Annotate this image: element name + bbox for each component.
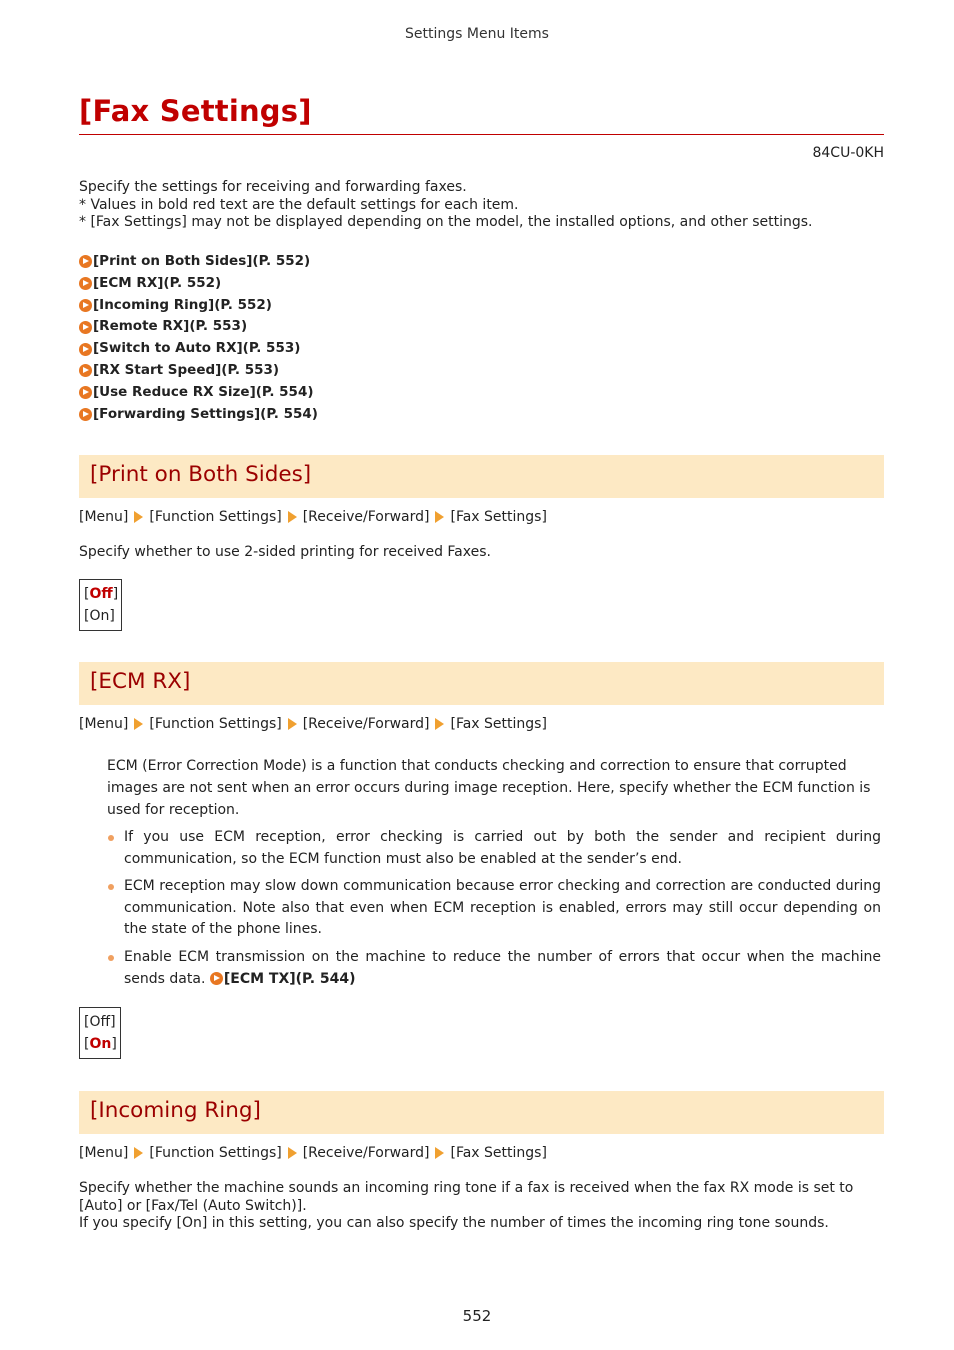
- path-item: [Menu]: [79, 716, 129, 732]
- list-item: [107, 876, 881, 941]
- section-header-incoming-ring: [79, 1091, 884, 1134]
- intro-note: * Values in bold red text are the default settings for each item.: [79, 196, 519, 213]
- section-header-ecm-rx: [79, 662, 884, 705]
- document-code: 84CU-0KH: [812, 145, 884, 161]
- triangle-right-icon: [134, 1147, 143, 1159]
- arrow-circle-icon: [79, 255, 92, 268]
- section-description: Specify whether to use 2-sided printing for received Faxes.: [79, 544, 491, 560]
- bullet-dot-icon: [108, 955, 114, 961]
- path-item: [Function Settings]: [149, 509, 282, 525]
- path-item: [Receive/Forward]: [302, 1145, 430, 1161]
- path-item: [Fax Settings]: [450, 1145, 547, 1161]
- path-item: [Menu]: [79, 1145, 129, 1161]
- triangle-right-icon: [435, 1147, 444, 1159]
- link-use-reduce-rx-size[interactable]: [79, 382, 318, 404]
- option-on: [On]: [84, 608, 115, 624]
- intro-note: * [Fax Settings] may not be displayed depending on the model, the installed options, and other settings.: [79, 214, 813, 230]
- bullet-text: If you use ECM reception, error checking is carried out by both the sender and recipient during communication, so the ECM function must also be enabled at the sender’s end.: [124, 829, 881, 867]
- link-label: [ECM RX](P. 552): [93, 274, 222, 291]
- link-label: [Print on Both Sides](P. 552): [93, 253, 311, 269]
- path-item: [Fax Settings]: [450, 509, 547, 525]
- triangle-right-icon: [134, 511, 143, 523]
- link-label: [Use Reduce RX Size](P. 554): [93, 383, 314, 400]
- bullet-text: Enable ECM transmission on the machine to reduce the number of errors that occur when the machine sends data.: [124, 948, 881, 987]
- section-link-list: [79, 251, 318, 425]
- intro-line: Specify the settings for receiving and forwarding faxes.: [79, 179, 467, 195]
- menu-path: [79, 1145, 547, 1161]
- triangle-right-icon: [288, 511, 297, 523]
- link-label: [Switch to Auto RX](P. 553): [93, 340, 301, 357]
- page-number: 552: [462, 1307, 492, 1325]
- link-ecm-tx[interactable]: [210, 971, 356, 987]
- link-ecm-rx[interactable]: [79, 273, 318, 295]
- section-title: [Incoming Ring]: [90, 1098, 261, 1123]
- link-label: [Incoming Ring](P. 552): [93, 296, 272, 313]
- link-incoming-ring[interactable]: [79, 295, 318, 317]
- arrow-circle-icon: [79, 364, 92, 377]
- arrow-circle-icon: [79, 408, 92, 421]
- path-item: [Menu]: [79, 509, 129, 525]
- running-header: Settings Menu Items: [405, 26, 549, 42]
- link-rx-start-speed[interactable]: [79, 360, 318, 382]
- option-on-default: [On]: [84, 1036, 117, 1052]
- intro-text: [79, 179, 884, 232]
- bullet-text: ECM reception may slow down communication because error checking and correction are conducted during communication. Note also that even when ECM reception is enabled, errors may still occur depending on the state of the phone lines.: [124, 878, 881, 938]
- link-print-on-both-sides[interactable]: [79, 251, 318, 273]
- section-description: [79, 1180, 884, 1233]
- arrow-circle-icon: [79, 299, 92, 312]
- arrow-circle-icon: [79, 277, 92, 290]
- options-box: [79, 579, 122, 631]
- description-line: If you specify [On] in this setting, you can also specify the number of times the incoming ring tone sounds.: [79, 1215, 829, 1231]
- triangle-right-icon: [435, 718, 444, 730]
- triangle-right-icon: [288, 1147, 297, 1159]
- option-off-default: [Off]: [84, 586, 119, 602]
- arrow-circle-icon: [210, 972, 223, 985]
- link-label: [RX Start Speed](P. 553): [93, 361, 280, 378]
- section-title: [ECM RX]: [90, 669, 191, 694]
- arrow-circle-icon: [79, 386, 92, 399]
- menu-path: [79, 716, 547, 732]
- description-line: Specify whether the machine sounds an incoming ring tone if a fax is received when the fax RX mode is set to [Auto] or [Fax/Tel (Auto Switch)].: [79, 1180, 854, 1214]
- section-title: [Print on Both Sides]: [90, 462, 312, 487]
- bullet-dot-icon: [108, 835, 114, 841]
- link-label: [ECM TX](P. 544): [223, 970, 356, 987]
- section-header-print-on-both-sides: [79, 455, 884, 498]
- triangle-right-icon: [134, 718, 143, 730]
- menu-path: [79, 509, 547, 525]
- section-description: ECM (Error Correction Mode) is a function that conducts checking and correction to ensure that corrupted images are not sent when an error occurs during image reception. Here, specify whether the ECM function is used for reception.: [107, 758, 871, 818]
- link-forwarding-settings[interactable]: [79, 404, 318, 426]
- option-off: [Off]: [84, 1014, 116, 1030]
- link-switch-to-auto-rx[interactable]: [79, 338, 318, 360]
- arrow-circle-icon: [79, 321, 92, 334]
- bullet-list: [107, 827, 881, 996]
- triangle-right-icon: [435, 511, 444, 523]
- options-box: [79, 1007, 121, 1059]
- title-divider: [79, 134, 884, 135]
- arrow-circle-icon: [79, 343, 92, 356]
- path-item: [Function Settings]: [149, 716, 282, 732]
- link-remote-rx[interactable]: [79, 316, 318, 338]
- list-item: [107, 947, 881, 990]
- path-item: [Receive/Forward]: [302, 716, 430, 732]
- list-item: [107, 827, 881, 870]
- path-item: [Receive/Forward]: [302, 509, 430, 525]
- link-label: [Remote RX](P. 553): [93, 318, 248, 335]
- triangle-right-icon: [288, 718, 297, 730]
- path-item: [Function Settings]: [149, 1145, 282, 1161]
- path-item: [Fax Settings]: [450, 716, 547, 732]
- bullet-dot-icon: [108, 884, 114, 890]
- page-title: [Fax Settings]: [79, 94, 312, 128]
- link-label: [Forwarding Settings](P. 554): [93, 405, 318, 422]
